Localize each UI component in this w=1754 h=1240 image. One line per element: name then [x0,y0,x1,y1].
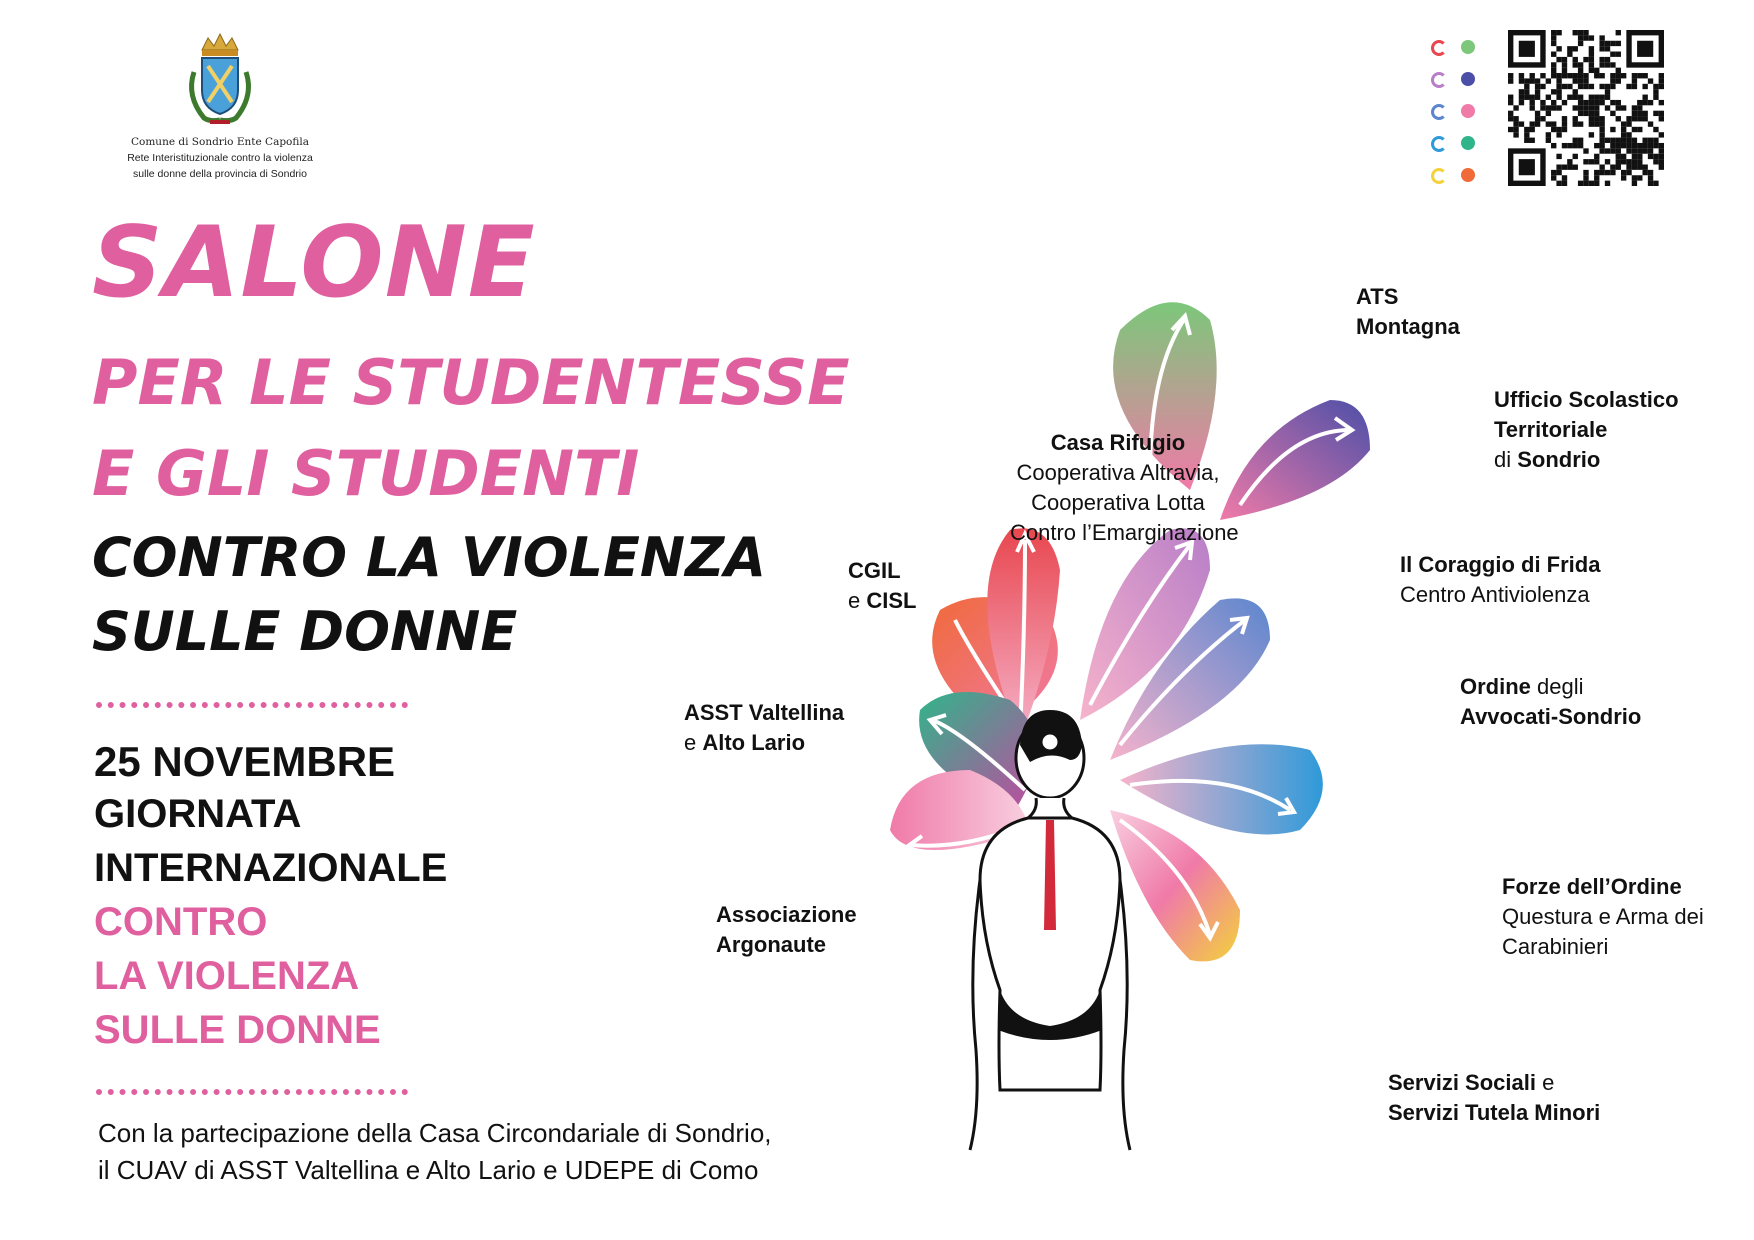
coat-of-arms-logo [180,32,260,128]
petal-sky [1120,744,1323,834]
label-cgil-e: e [848,588,867,613]
label-asst-line1: ASST Valtellina [684,700,845,725]
footer-line-1: Con la partecipazione della Casa Circondariale di Sondrio, [98,1118,772,1148]
footer-line-2: il CUAV di ASST Valtellina e Alto Lario e UDEPE di Como [98,1155,759,1185]
label-casa-line4: Contro l’Emarginazione [1010,520,1239,545]
label-ordine: Ordine [1460,674,1531,699]
label-ufficio-line1: Ufficio Scolastico [1494,387,1679,412]
dotted-divider [96,702,408,708]
label-ats [1356,282,1460,342]
label-servizi-e: e [1535,1070,1555,1095]
label-forze-line3: Carabinieri [1502,934,1609,959]
pink-dot-icon [1461,104,1475,118]
title-studenti: E GLI STUDENTI [92,437,640,510]
label-asst-e: e [684,730,703,755]
label-asst-alto-lario: Alto Lario [702,730,806,755]
event-la-violenza: LA VIOLENZA [94,954,360,998]
sky-ring-icon [1431,136,1447,152]
event-internazionale: INTERNAZIONALE [94,846,448,890]
label-ats-sub: Montagna [1356,314,1460,339]
label-forze-title: Forze dell’Ordine [1502,874,1682,899]
label-servizi-sociali-name: Servizi Sociali [1388,1070,1536,1095]
label-cgil: CGIL [848,558,901,583]
indigo-dot-icon [1461,72,1475,86]
title-sulle-donne: SULLE DONNE [92,600,518,663]
label-frida-title: Il Coraggio di Frida [1400,552,1601,577]
label-forze-ordine [1502,872,1704,962]
label-ordine-degli: degli [1530,674,1584,699]
header-rete: Rete Interistituzionale contro la violenza [127,152,313,164]
orange-dot-icon [1461,168,1475,182]
event-contro: CONTRO [94,900,268,944]
qr-code[interactable] [1508,30,1664,186]
label-servizi-tutela: Servizi Tutela Minori [1388,1100,1601,1125]
blue-ring-icon [1431,104,1447,120]
title-salone: SALONE [92,206,536,320]
label-casa-line2: Cooperativa Altravia, [1016,460,1220,485]
petal-indigo [1220,400,1370,520]
label-coraggio-frida [1400,550,1600,610]
label-servizi-sociali [1388,1068,1600,1128]
red-ring-icon [1431,40,1447,56]
petal-yellow [1110,810,1240,961]
label-argonaute-line2: Argonaute [716,932,826,957]
teal-dot-icon [1461,136,1475,150]
label-forze-line2: Questura e Arma dei [1502,904,1704,929]
event-sulle-donne: SULLE DONNE [94,1008,381,1052]
event-giornata: GIORNATA [94,792,302,836]
green-dot-icon [1461,40,1475,54]
label-casa-line3: Cooperativa Lotta [1031,490,1205,515]
label-cgil-cisl [848,556,916,616]
label-argonaute-line1: Associazione [716,902,857,927]
title-contro-violenza: CONTRO LA VIOLENZA [92,526,767,589]
lilac-ring-icon [1431,72,1447,88]
label-avvocati: Avvocati-Sondrio [1460,704,1642,729]
label-casa-rifugio [1010,428,1239,548]
label-argonaute [716,900,857,960]
label-ufficio-line2: Territoriale [1494,417,1608,442]
label-ordine-avvocati [1460,672,1641,732]
label-ats-name: ATS [1356,284,1399,309]
label-casa-title: Casa Rifugio [1050,430,1186,455]
label-ufficio-scolastico [1494,385,1679,475]
header-comune: Comune di Sondrio Ente Capofila [131,136,309,148]
label-asst [684,698,844,758]
label-ufficio-di: di [1494,447,1518,472]
label-frida-sub: Centro Antiviolenza [1400,582,1590,607]
label-cisl: CISL [866,588,917,613]
header-provincia: sulle donne della provincia di Sondrio [133,168,307,180]
event-date: 25 NOVEMBRE [94,738,396,785]
label-ufficio-sondrio: Sondrio [1517,447,1601,472]
title-studentesse: PER LE STUDENTESSE [92,346,850,419]
dotted-divider [96,1089,408,1095]
yellow-ring-icon [1431,168,1447,184]
